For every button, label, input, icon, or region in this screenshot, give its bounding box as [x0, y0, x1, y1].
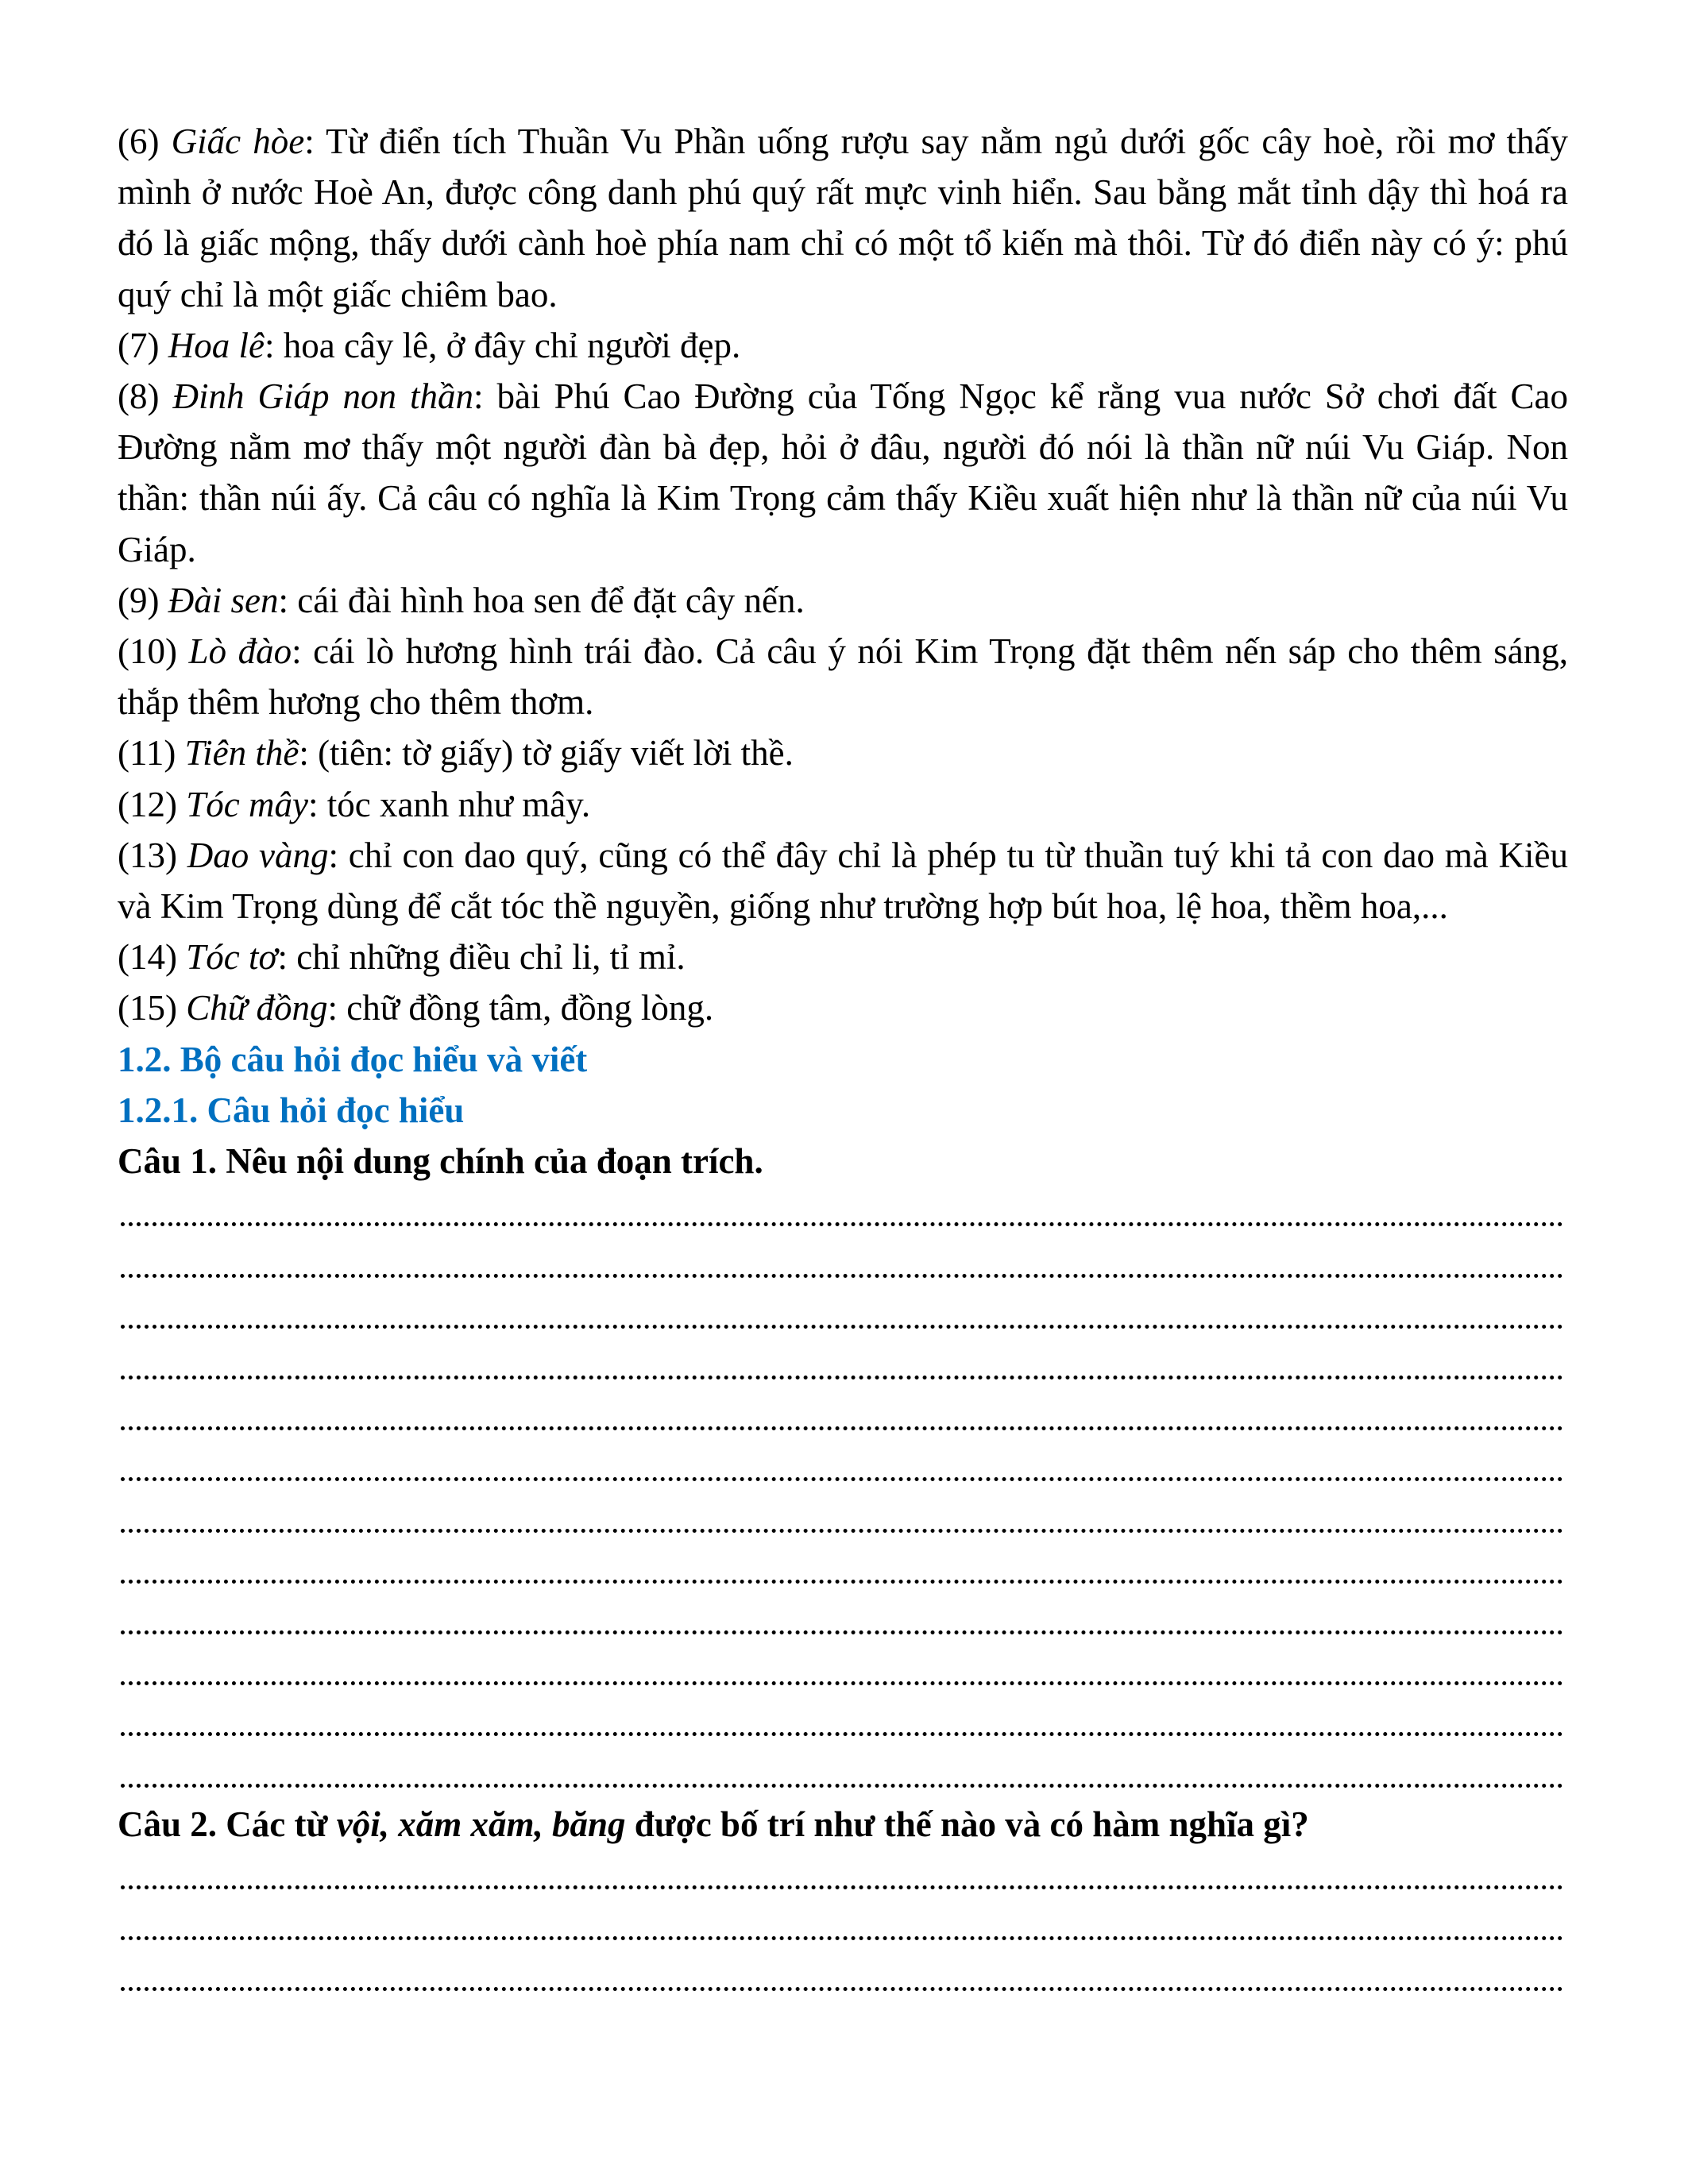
footnote-term: Giấc hòe [171, 122, 305, 161]
footnote-number: (8) [118, 376, 160, 417]
footnote-number: (11) [118, 733, 176, 774]
footnote-term: Lò đào [188, 631, 292, 672]
footnote-number: (14) [118, 937, 177, 978]
footnote [118, 727, 1568, 778]
footnote-term: Dao vàng [187, 835, 329, 875]
answer-dotted-line[interactable] [118, 1900, 1568, 1951]
footnote [118, 779, 1568, 830]
answer-dotted-line[interactable] [118, 1595, 1568, 1646]
document-page [118, 116, 1568, 2002]
footnote-number: (10) [118, 631, 177, 672]
footnote-number: (13) [118, 835, 177, 875]
footnote [118, 932, 1568, 982]
footnote-text: : hoa cây lê, ở đây chỉ người đẹp. [264, 325, 741, 365]
footnote-text: : cái đài hình hoa sen để đặt cây nến. [278, 580, 805, 620]
answer-dotted-line[interactable] [118, 1646, 1568, 1696]
footnote-number: (15) [118, 988, 177, 1028]
footnote [118, 320, 1568, 371]
answer-area-1 [118, 1187, 1568, 1798]
answer-dotted-line[interactable] [118, 1696, 1568, 1747]
footnote [118, 371, 1568, 575]
footnote-text: : chỉ con dao quý, cũng có thể đây chỉ là phép tu từ thuần tuý khi tả con dao mà Kiều và Kim Trọng dùng để cắt tóc thề nguyền, giống như trường hợp bút hoa, lệ hoa, thềm hoa,... [118, 835, 1569, 927]
question-2 [118, 1799, 1568, 1850]
answer-dotted-line[interactable] [118, 1340, 1568, 1391]
answer-dotted-line[interactable] [118, 1187, 1568, 1237]
answer-dotted-line[interactable] [118, 1391, 1568, 1441]
footnote-term: Hoa lê [168, 325, 265, 365]
answer-dotted-line[interactable] [118, 1747, 1568, 1798]
question-2-prefix: Câu 2. Các từ [118, 1804, 337, 1844]
subsection-heading: 1.2.1. Câu hỏi đọc hiểu [118, 1090, 465, 1130]
answer-dotted-line[interactable] [118, 1441, 1568, 1492]
footnote [118, 982, 1568, 1033]
footnote-term: Tiên thề [184, 733, 299, 774]
answer-dotted-line[interactable] [118, 1850, 1568, 1900]
footnote-text: : chữ đồng tâm, đồng lòng. [327, 988, 714, 1028]
question-2-suffix: được bố trí như thế nào và có hàm nghĩa gì? [625, 1804, 1309, 1844]
footnote-term: Đài sen [168, 580, 279, 620]
answer-dotted-line[interactable] [118, 1289, 1568, 1340]
answer-dotted-line[interactable] [118, 1544, 1568, 1595]
footnote-term: Chữ đồng [186, 988, 328, 1028]
footnote-text: : chỉ những điều chỉ li, tỉ mỉ. [277, 937, 686, 978]
footnote-term: Tóc mây [186, 784, 308, 824]
footnote-number: (6) [118, 122, 160, 161]
footnote [118, 830, 1568, 932]
answer-dotted-line[interactable] [118, 1951, 1568, 2002]
question-2-terms: vội, xăm xăm, băng [336, 1804, 626, 1844]
section-heading: 1.2. Bộ câu hỏi đọc hiểu và viết [118, 1039, 588, 1079]
footnote-text: : (tiên: tờ giấy) tờ giấy viết lời thề. [299, 733, 794, 774]
footnote-text: : Từ điển tích Thuần Vu Phần uống rượu say nằm ngủ dưới gốc cây hoè, rồi mơ thấy mình ở nước Hoè An, được công danh phú quý rất mực vinh hiển. Sau bằng mắt tỉnh dậy thì hoá ra đó là giấc mộng, thấy dưới cành hoè phía nam chỉ có một tổ kiến mà thôi. Từ đó điển này có ý: phú quý chỉ là một giấc chiêm bao. [118, 122, 1568, 314]
footnote [118, 116, 1568, 320]
answer-dotted-line[interactable] [118, 1492, 1568, 1543]
answer-area-2 [118, 1850, 1568, 2003]
footnote-number: (12) [118, 784, 177, 824]
footnote-number: (9) [118, 580, 160, 620]
footnote [118, 575, 1568, 626]
footnote-number: (7) [118, 325, 160, 365]
footnotes [118, 116, 1568, 1034]
footnote [118, 626, 1568, 727]
footnote-term: Đinh Giáp non thần [172, 376, 474, 417]
footnote-text: : tóc xanh như mây. [307, 784, 591, 824]
answer-dotted-line[interactable] [118, 1237, 1568, 1288]
question-1: Câu 1. Nêu nội dung chính của đoạn trích. [118, 1141, 763, 1182]
footnote-text: : cái lò hương hình trái đào. Cả câu ý nói Kim Trọng đặt thêm nến sáp cho thêm sáng, thắp thêm hương cho thêm thơm. [118, 631, 1569, 723]
footnote-text: : bài Phú Cao Đường của Tống Ngọc kể rằng vua nước Sở chơi đất Cao Đường nằm mơ thấy một người đàn bà đẹp, hỏi ở đâu, người đó nói là thần nữ núi Vu Giáp. Non thần: thần núi ấy. Cả câu có nghĩa là Kim Trọng cảm thấy Kiều xuất hiện như là thần nữ của núi Vu Giáp. [118, 376, 1569, 569]
footnote-term: Tóc tơ [186, 937, 278, 978]
